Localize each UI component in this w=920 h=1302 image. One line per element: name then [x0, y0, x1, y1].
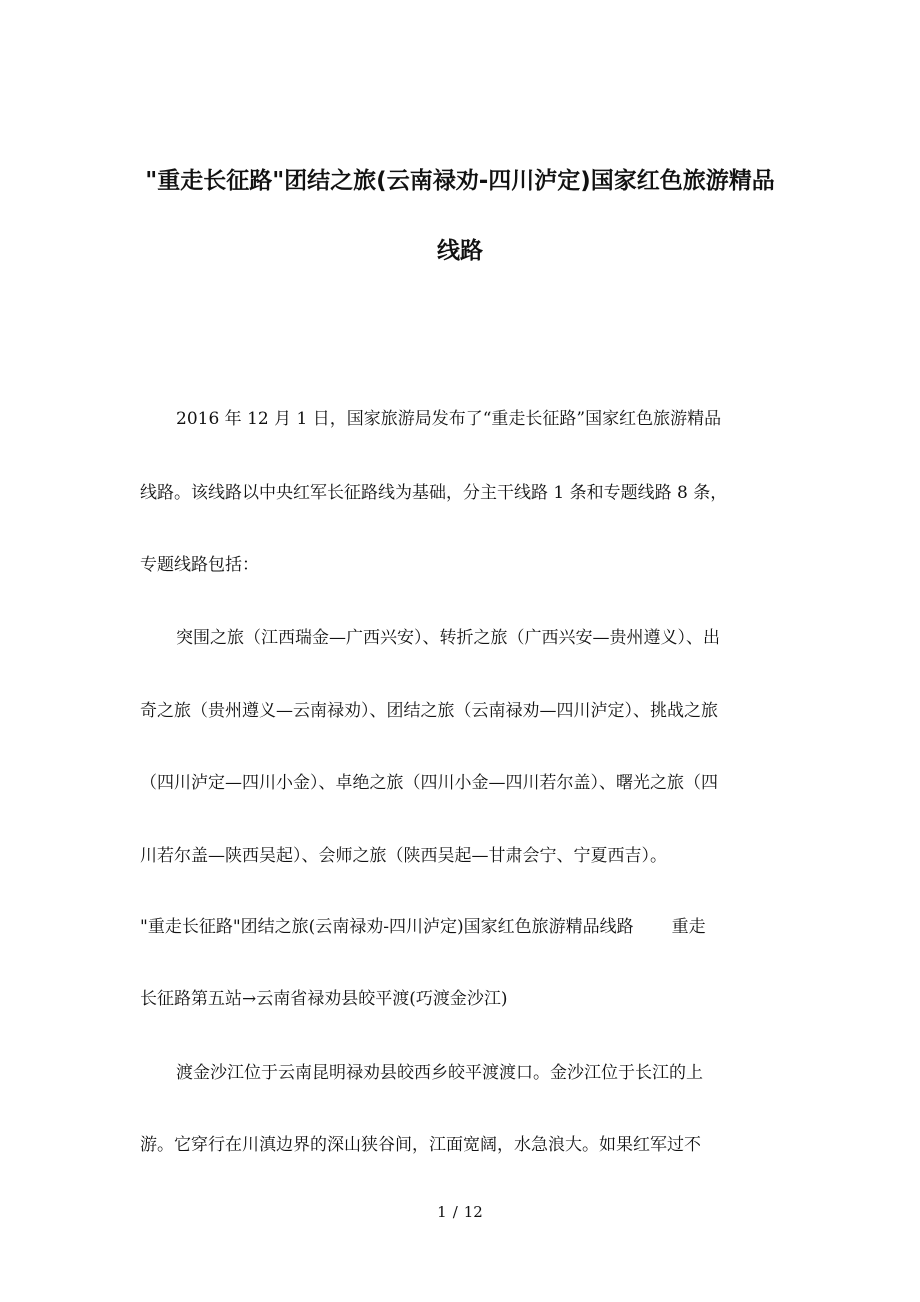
paragraph-2-line-3: （四川泸定—四川小金）、卓绝之旅（四川小金—四川若尔盖）、曙光之旅（四: [140, 773, 718, 793]
page-separator: /: [452, 1203, 458, 1221]
paragraph-1-line-2: 线路。该线路以中央红军长征路线为基础，分主干线路 1 条和专题线路 8 条，: [140, 483, 728, 503]
paragraph-3-line-2: 游。它穿行在川滇边界的深山狭谷间，江面宽阔，水急浪大。如果红军过不: [140, 1135, 701, 1155]
section-heading-line-1: [140, 915, 780, 939]
current-page: 1: [437, 1203, 447, 1221]
paragraph-2-line-4: 川若尔盖—陕西吴起）、会师之旅（陕西吴起—甘肃会宁、宁夏西吉）。: [140, 846, 667, 866]
document-title-line-2: 线路: [437, 238, 483, 264]
paragraph-1-line-3: 专题线路包括：: [140, 555, 259, 575]
paragraph-2-line-1: 突围之旅（江西瑞金—广西兴安）、转折之旅（广西兴安—贵州遵义）、出: [176, 628, 720, 648]
paragraph-1-line-1: 2016 年 12 月 1 日，国家旅游局发布了“重走长征路”国家红色旅游精品: [176, 409, 722, 429]
paragraph-2-line-2: 奇之旅（贵州遵义—云南禄劝）、团结之旅（云南禄劝—四川泸定）、挑战之旅: [140, 701, 718, 721]
section-heading-line-2: 长征路第五站→云南省禄劝县皎平渡(巧渡金沙江): [140, 989, 508, 1009]
paragraph-3-line-1: 渡金沙江位于云南昆明禄劝县皎西乡皎平渡渡口。金沙江位于长江的上: [176, 1063, 703, 1083]
total-pages: 12: [463, 1203, 483, 1221]
page-number: [0, 1202, 920, 1222]
section-heading-title: "重走长征路"团结之旅(云南禄劝-四川泸定)国家红色旅游精品线路: [140, 917, 634, 937]
section-heading-tail: 重走: [671, 917, 706, 937]
document-title-line-1: "重走长征路"团结之旅(云南禄劝-四川泸定)国家红色旅游精品: [145, 168, 775, 194]
